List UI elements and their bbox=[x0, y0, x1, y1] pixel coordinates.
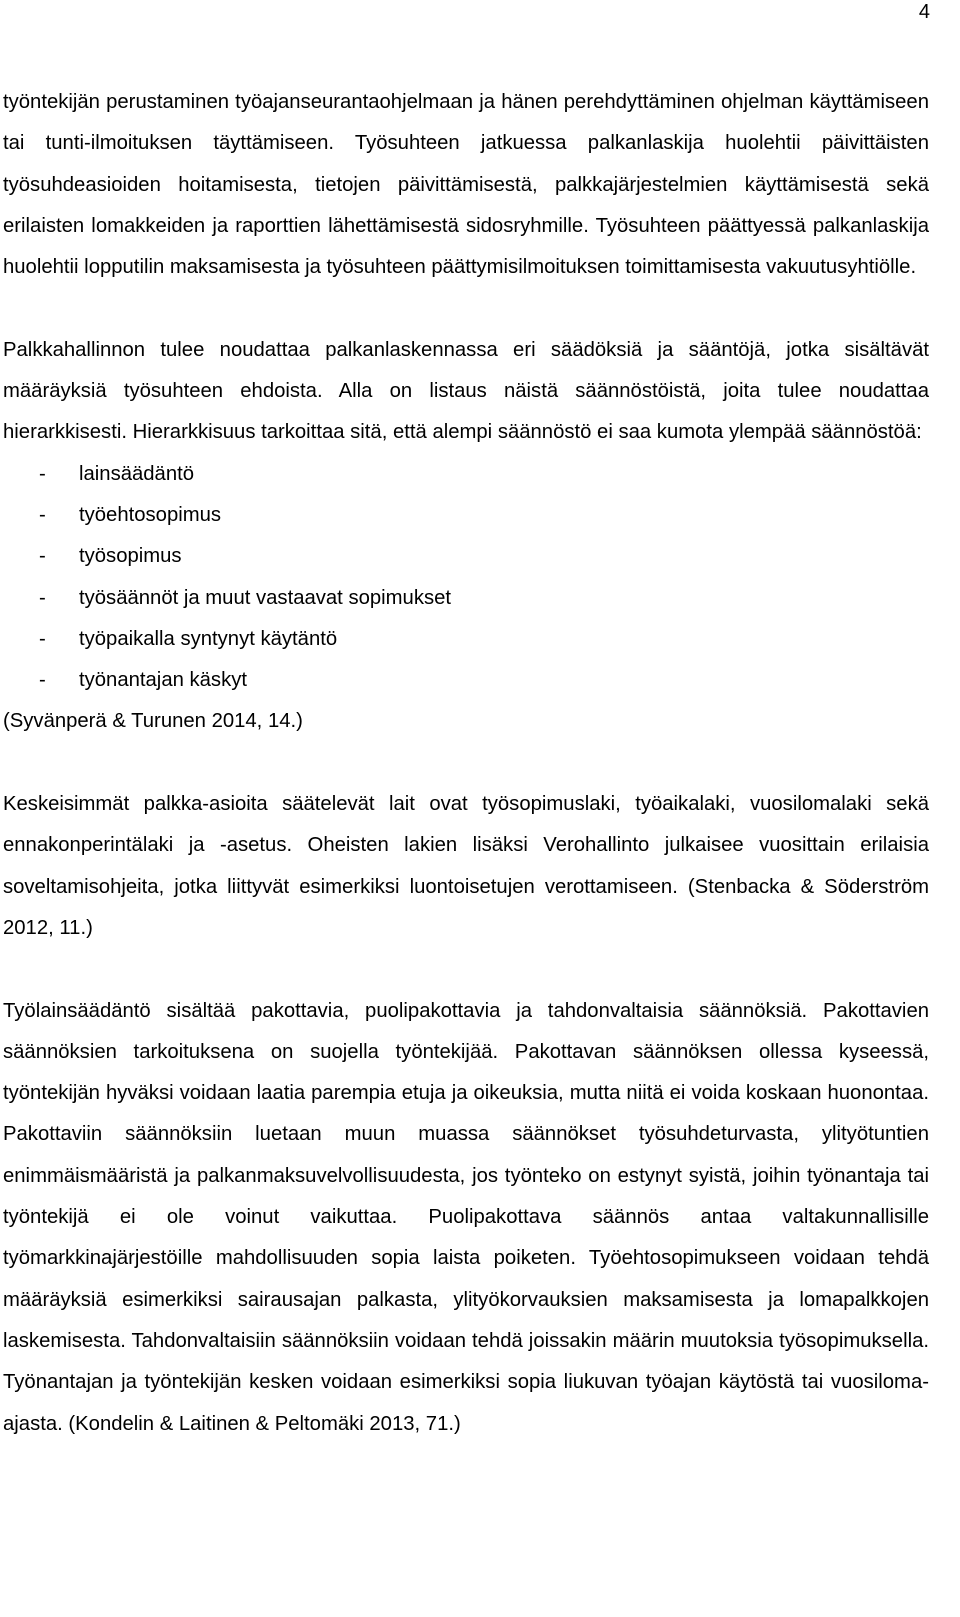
list-item: - työsopimus bbox=[39, 545, 182, 568]
citation: (Syvänperä & Turunen 2014, 14.) bbox=[3, 710, 303, 733]
regulation-list bbox=[3, 454, 929, 702]
paragraph-regulation-hierarchy: Palkkahallinnon tulee noudattaa palkanlaskennassa eri säädöksiä ja sääntöjä, jotka sisältävät määräyksiä työsuhteen ehdoista. Alla on listaus näistä säännöstöistä, joita tulee noudattaa hierarkkisesti. Hierarkkisuus tarkoittaa sitä, että alempi säännöstö ei saa kumota ylempää säännöstöä: bbox=[3, 338, 929, 444]
paragraph-gap bbox=[3, 949, 929, 990]
paragraph-gap bbox=[3, 288, 929, 329]
paragraph-labour-legislation: Työlainsäädäntö sisältää pakottavia, puolipakottavia ja tahdonvaltaisia säännöksiä. Pakottavien säännöksien tarkoituksena on suojella työntekijää. Pakottavan säännöksen ollessa kyseessä, työntekijän hyväksi voidaan laatia parempia etuja ja oikeuksia, mutta niitä ei voida koskaan huonontaa. Pakottaviin säännöksiin luetaan muun muassa säännökset työsuhdeturvasta, ylityötuntien enimmäismääristä ja palkanmaksuvelvollisuudesta, jos työnteko on estynyt syistä, joihin työnantaja tai työntekijä ei ole voinut vaikuttaa. Puolipakottava säännös antaa valtakunnallisille työmarkkinajärjestöille mahdollisuuden sopia laista poiketen. Työehtosopimukseen voidaan tehdä määräyksiä esimerkiksi sairausajan palkasta, ylityökorvauksien maksamisesta ja lomapalkkojen laskemisesta. Tahdonvaltaisiin säännöksiin voidaan tehdä joissakin määrin muutoksia työsopimuksella. Työnantajan ja työntekijän kesken voidaan esimerkiksi sopia liukuvan työajan käytöstä tai vuosiloma-ajasta. (Kondelin & Laitinen & Peltomäki 2013, 71.) bbox=[3, 999, 929, 1435]
document-body bbox=[3, 82, 929, 1445]
page-number: 4 bbox=[918, 1, 930, 23]
list-item: - työsäännöt ja muut vastaavat sopimukset bbox=[39, 586, 452, 609]
list-item: - työnantajan käskyt bbox=[39, 669, 247, 692]
paragraph-gap bbox=[3, 743, 929, 784]
paragraph-payroll-tasks: työntekijän perustaminen työajanseurantaohjelmaan ja hänen perehdyttäminen ohjelman käyttämiseen tai tunti-ilmoituksen täyttämiseen. Työsuhteen jatkuessa palkanlaskija huolehtii päivittäisten työsuhdeasioiden hoitamisesta, tietojen päivittämisestä, palkkajärjestelmien käyttämisestä sekä erilaisten lomakkeiden ja raporttien lähettämisestä sidosryhmille. Työsuhteen päättyessä palkanlaskija huolehtii lopputilin maksamisesta ja työsuhteen päättymisilmoituksen toimittamisesta vakuutusyhtiölle. bbox=[3, 91, 929, 279]
list-item: - työpaikalla syntynyt käytäntö bbox=[39, 627, 338, 650]
paragraph-payroll-laws: Keskeisimmät palkka-asioita säätelevät lait ovat työsopimuslaki, työaikalaki, vuosilomalaki sekä ennakonperintälaki ja -asetus. Oheisten lakien lisäksi Verohallinto julkaisee vuosittain erilaisia soveltamisohjeita, jotka liittyvät esimerkiksi luontoisetujen verottamiseen. (Stenbacka & Söderström 2012, 11.) bbox=[3, 793, 929, 939]
list-item: - lainsäädäntö bbox=[39, 462, 195, 485]
list-item: - työehtosopimus bbox=[39, 503, 222, 526]
